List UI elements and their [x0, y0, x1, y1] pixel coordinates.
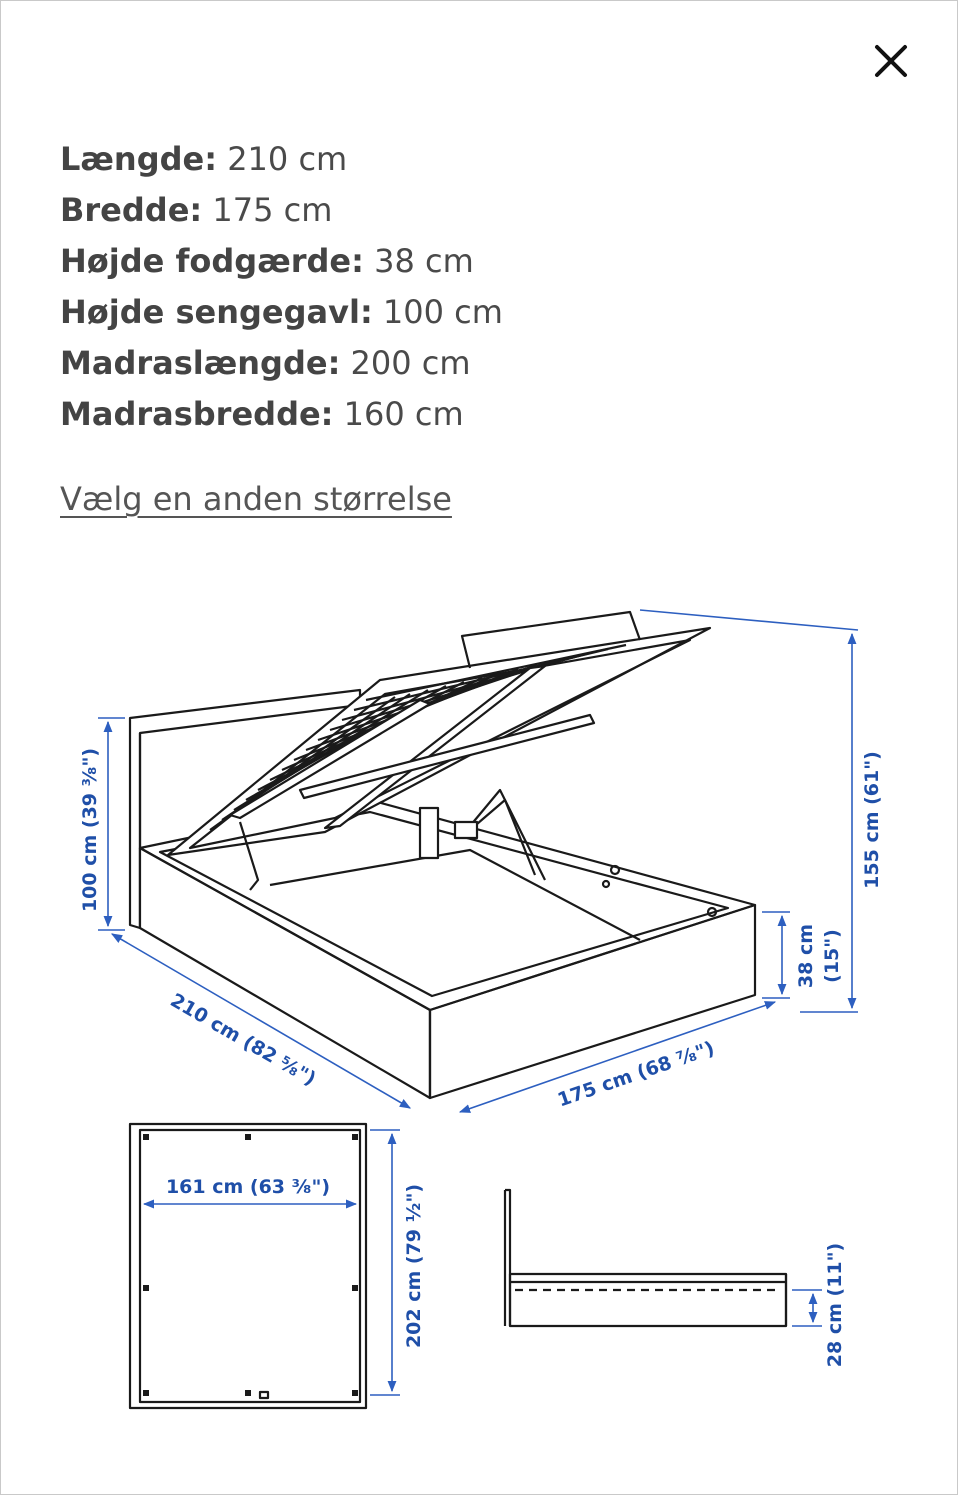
spec-headboard-height [60, 287, 503, 338]
spec-list [60, 134, 503, 440]
dim-inner-length [370, 1130, 425, 1395]
spec-label: Længde: [60, 140, 218, 178]
spec-value: 175 cm [212, 191, 333, 229]
label-total-height: 155 cm (61") [861, 751, 883, 889]
close-icon [874, 44, 908, 78]
dim-footboard-height [762, 912, 843, 998]
spec-label: Højde fodgærde: [60, 242, 364, 280]
spec-value: 38 cm [374, 242, 474, 280]
spec-mattress-width [60, 389, 503, 440]
label-footboard-height-in: (15") [821, 929, 843, 983]
close-button[interactable] [866, 36, 916, 86]
spec-length [60, 134, 503, 185]
bed-top-view [130, 1124, 366, 1408]
spec-value: 200 cm [350, 344, 471, 382]
dimension-diagram [0, 560, 960, 1420]
label-storage-height: 28 cm (11") [824, 1242, 846, 1368]
label-length: 210 cm (82 ⁵⁄₈") [166, 989, 320, 1091]
dim-inner-width [144, 1176, 356, 1204]
dim-storage-height [792, 1243, 846, 1367]
spec-footboard-height [60, 236, 503, 287]
spec-mattress-length [60, 338, 503, 389]
spec-label: Bredde: [60, 191, 203, 229]
spec-value: 160 cm [343, 395, 464, 433]
label-footboard-height-cm: 38 cm [795, 923, 817, 989]
label-inner-length: 202 cm (79 ¹⁄₂") [403, 1183, 425, 1349]
spec-width [60, 185, 503, 236]
spec-value: 210 cm [227, 140, 348, 178]
spec-label: Madrasbredde: [60, 395, 334, 433]
dim-headboard-height [79, 718, 125, 930]
spec-label: Madraslængde: [60, 344, 341, 382]
label-headboard-height: 100 cm (39 ³⁄₈") [79, 747, 101, 913]
spec-value: 100 cm [382, 293, 503, 331]
bed-side-view [505, 1190, 786, 1326]
label-inner-width: 161 cm (63 ³⁄₈") [165, 1176, 331, 1198]
spec-label: Højde sengegavl: [60, 293, 373, 331]
label-width: 175 cm (68 ⁷⁄₈") [554, 1037, 718, 1112]
choose-other-size-link[interactable]: Vælg en anden størrelse [60, 480, 452, 518]
